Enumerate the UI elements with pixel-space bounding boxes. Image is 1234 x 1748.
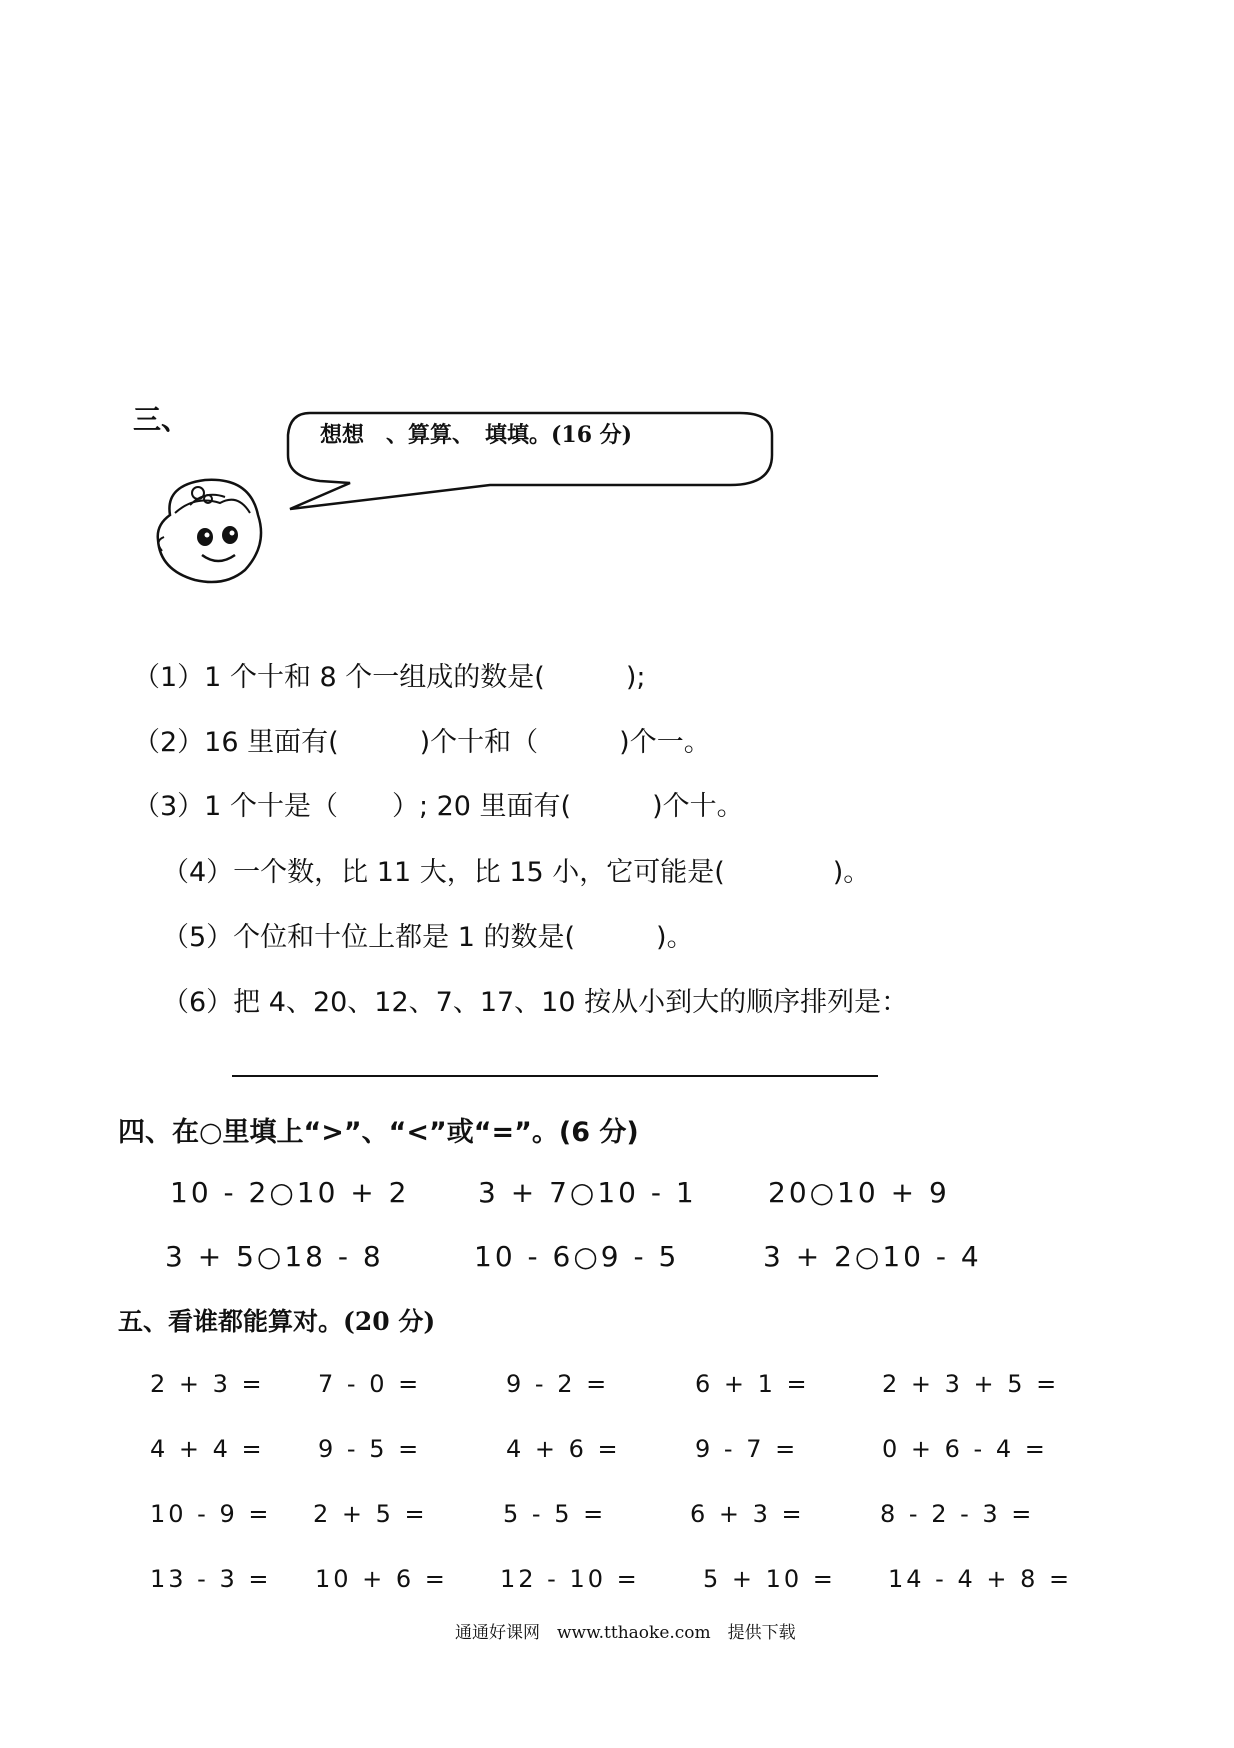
calc-item: 5 - 5 = [503,1500,607,1528]
calc-item: 2 + 3 = [150,1370,265,1398]
compare-item: 3 + 2○10 - 4 [763,1240,982,1273]
question-2: （2）16 里面有( )个十和（ )个一。 [133,727,711,758]
calc-item: 9 - 2 = [506,1370,610,1398]
calc-item: 9 - 7 = [695,1435,799,1463]
calc-item: 6 + 3 = [690,1500,805,1528]
compare-item: 3 + 5○18 - 8 [165,1240,384,1273]
compare-item: 10 - 2○10 + 2 [170,1176,410,1209]
calc-item: 0 + 6 - 4 = [882,1435,1048,1463]
cartoon-face-icon [150,475,270,587]
section3-label: 三、 [133,403,190,436]
calc-item: 4 + 6 = [506,1435,621,1463]
calc-item: 8 - 2 - 3 = [880,1500,1035,1528]
compare-item: 3 + 7○10 - 1 [478,1176,697,1209]
question-6: （6）把 4、20、12、7、17、10 按从小到大的顺序排列是： [162,987,909,1018]
calc-item: 2 + 5 = [313,1500,428,1528]
footer-text: 通通好课网 www.tthaoke.com 提供下载 [455,1623,796,1643]
answer-line [232,1075,878,1077]
calc-item: 10 - 9 = [150,1500,272,1528]
section4-title: 四、在○里填上“>”、“<”或“=”。(6 分) [118,1117,639,1148]
calc-item: 14 - 4 + 8 = [888,1565,1073,1593]
compare-item: 20○10 + 9 [768,1176,950,1209]
calc-item: 10 + 6 = [315,1565,448,1593]
section5-title: 五、看谁都能算对。(20 分) [118,1307,436,1336]
calc-item: 9 - 5 = [318,1435,422,1463]
calc-item: 5 + 10 = [703,1565,836,1593]
calc-item: 13 - 3 = [150,1565,272,1593]
calc-item: 2 + 3 + 5 = [882,1370,1060,1398]
question-3: （3）1 个十是（ ）; 20 里面有( )个十。 [133,791,744,822]
calc-item: 4 + 4 = [150,1435,265,1463]
calc-item: 12 - 10 = [500,1565,640,1593]
question-4: （4）一个数，比 11 大，比 15 小，它可能是( )。 [162,857,871,888]
question-1: （1）1 个十和 8 个一组成的数是( ); [133,662,646,693]
question-5: （5）个位和十位上都是 1 的数是( )。 [162,922,694,953]
calc-item: 7 - 0 = [318,1370,422,1398]
compare-item: 10 - 6○9 - 5 [474,1240,680,1273]
calc-item: 6 + 1 = [695,1370,810,1398]
bubble-text: 想想 、算算、 填填。(16 分) [320,422,633,448]
